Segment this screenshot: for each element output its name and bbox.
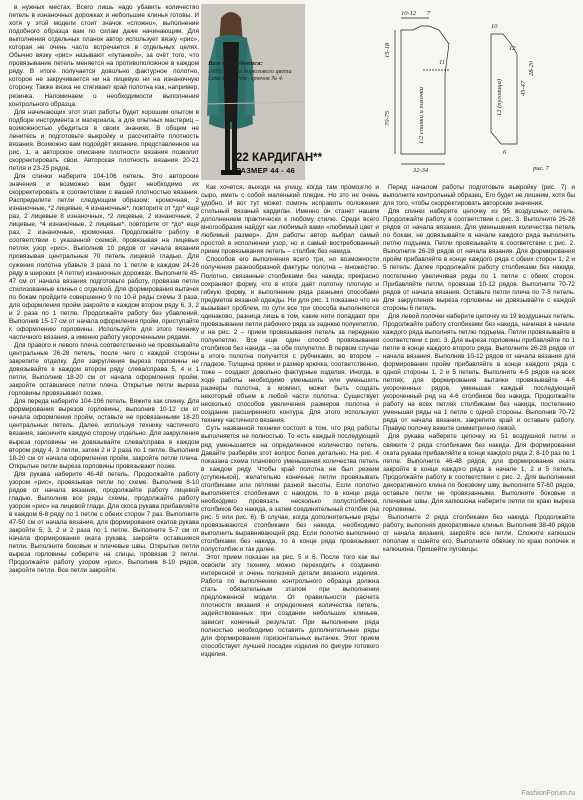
dim-label: 45-47 (520, 80, 527, 96)
dim-label: 70-75 (384, 110, 391, 126)
figure-caption: рис. 7 (533, 165, 549, 172)
materials-heading: Вам потребуется: (208, 60, 263, 67)
dim-label: 28-20 (528, 60, 535, 76)
materials-note (208, 60, 298, 83)
dim-label: 10-12 (401, 10, 417, 17)
paragraph: Способов его выполнения всего три, но возможности получения разнообразной фактуры полотна – множество. Полотно, связанные столбиками без накида, прекрасно сохраняют форму, что в итоге даёт полотну плотную и гибкую форму, и выполнение ряда разными способами предметов вязаной одежды. Ни для рис. 1 показано что не вызывает проблем, по сути все три способа выполняются одинаково, разница лишь в том, какие нити попадают при провязывании петли рабочего ряда за заднюю полуепетлю, и на рис. 2 – прием провязывания петель за переднюю полуепетлю. Все еще один способ провязывания столбиков без накида – за обе полупетли. В первом случае в итоге полотна получится с рубчиками, во втором – гладкое. Толщина пряжи и размер крючка, соответственно, тоже – создают довольно фактурные изделия. Иногда, в ходе работы необходимо уменьшить или уменьшить размеры полотна, в момент, может быть создать некоторый объем в любой части полотна. Существует несколько способов увеличения размеров полотна и создание расширенного контура. Для этого используют технику частичного вязания. (201, 256, 379, 425)
paragraph: в нужных местах. Всего лишь надо убавить количество петель в изнаночных дорожках и небольшие клинья готовы. И хотя у этой модели стоит значок «сложно», выполнение подобного образца вам по силам даже начинающим. Для выполнения отдельных планок автор использует вязку «рис», которая не очень часто встречается в отдельных целях. Обычно вязку «рис» называют «путанкой», за счёт того, что провязывание петель меняется на противоположное в каждом ряду. В итоге получается довольно фактурное полотно, которое не закручивается ни на лицевую ни на изнаночную сторону. Также вязка не стягивает край полотна как, например, резинка. Напоминаем о необходимости выполнения контрольного образца. (9, 4, 199, 108)
dim-label: 6 (503, 149, 507, 156)
dim-label: 12 (509, 45, 516, 52)
paragraph: Для правого и левого плеча соответственно не провязывайте центральные 26-28 петель, после чего с каждой стороны закрепите отделку. Для закругления выреза горловины не довязывайте в каждом втором ряду слева/справа 5, 4 и 1 петли. Выполнив 18-20 см от начала оформления пройм, закройте оставшиеся петли плеча. Открытые петли выреза горловины провязывают позже. (9, 341, 199, 398)
paragraph: Для спинки наберите цепочку из 95 воздушных петель. Продолжайте работу в соответствии с рис. 3. Выполните 26-28 рядов от начала вязания. Для уменьшения количества петель по бокам, не довязывайте в начале каждого ряда выполнять петлю подъема. Петли провязывайте в соответствии с рис. 2. Выполните 26-28 рядов от начала вязания. Для формирования пройм прибавляйте в конце каждого ряда с обеих сторон 1, 2 и 5 петель. Далее продолжайте работу столбиками без накида, постепенно увеличивая ряды по 1 петле с обеих сторон. Прибавляйте петли, провязав 10-12 рядов. Выполните 70-72 рядов от начала вязания. Оставьте петли плеча по 7-8 петель. Для закругления выреза горловины не довязывайте с каждой стороны 6 петель. (383, 208, 575, 312)
paragraph: Для спинки наберите 104-106 петель. Это авторские значения и возможно вам будет необходимо их скорректировать в соответствии с вашей плотностью вязания. Распределите петли следующим образом: кромочная, 2 изнаночные, *2 лицевые, 4 изнаночные*, повторите от *до* еще раз, 2 лицевые 8 изнаночных, *2 лицевые, 2 изнаночные, 2 лицевые, *4 изнаночные, 2 лицевые*, повторите от *до* еще раз, 2 изнаночные, кромочная. Продолжайте работу в соответствии с указанной схемой, провязывая на лицевых петлях узор «рис». Выполнив 10 рядов от начала вязания провязывая центральные 70 петель лицевой гладью. Для сужения полотна убавьте 3 раза по 1 петле в каждом 24-26 ряду в широких (4 петли) изнаночных дорожках. Выполните 45-47 см от начала вязания подготовьте работу, провязав петли стилизованные клинья с отделкой. Для формирования вытачек по бокам пройдите совершенно 9 по 10-й ряды схемы 3 раза, для оформления пройм закройте в каждом втором ряду 6, 3, 2 и 2 раза по 1 петле. Продолжайте работу без убавлений. Выполнив 15-17 см от начала оформления пройм, приступайте к оформлению горловины. Используйте для этого технику частичного вязания, а именно работу укороченными рядами. (9, 172, 199, 341)
paragraph: Перед началом работы подготовьте выкройку (рис. 7) и выполните контрольный образец. Его будет не лишним, хотя бы для того, чтобы скорректировать авторские значения. (383, 184, 575, 208)
site-watermark: FashionForum.ru (521, 790, 575, 797)
materials-text: 1000г пряжи бирюзового цвета Lana Gold Fine, крючок № 4. (208, 67, 292, 83)
paragraph: Как хочется, выходя на улицу, когда там промозгло и сыро, иметь с собой маленький пледик. Но это не очень удобно. И вот тут может помочь исправить положение стильный вязаный кардиган. Именно он станет нашим дополнением практически к любому стилю. Среди всего многообразия найдут как любимый вами «любимый цвет и любимый размер». Для работы автор выбрал самый простой в исполнении узор, но и самый востребованный прием провязывания петель – столбик без накида. (201, 184, 379, 256)
back-shape (401, 26, 449, 154)
paragraph: Суть названной техники состоит в том, что ряд работы выполняется не полностью. То есть каждый последующий ряд уменьшается на определенное количество петель. Давайте разберём этот вопрос более детально. На рис. 4 показана схема планового уменьшения количества петель в каждом ряду. Чтобы край полотна не был резким (ступенькой), желательно конечные петли провязывать столбиками или петлями разной высоты. Если полотно выполняется столбиками с накидом, то в конце ряда необходимо провязать несколько полустолбиков, столбиков без накида, а затем соединительный столбик (на рис. 5 или рис. 6). В случае, когда дополнительные ряды провязываются столбиками без накида, необходимо выполнить выравнивающий ряд. Если полотно выполнено столбиками без накида, то в конце ряда провязывают полустолбик и так далее. (201, 425, 379, 554)
paragraph: Для начинающих этот этап работы будет хорошим опытом в подборе инструмента и материала, а для опытных мастериц – возможностью убедиться в своих знаниях. В общем не ленитесь и подготовьте выкройку и рассчитайте плотность вязания. Возможно вам подойдёт вязание, представленное на рис. 1, а авторское описание плотности вязания позволит скорректировать свои. Авторская плотность вязания 20-21 петля и 23-25 рядов. (9, 108, 199, 172)
dim-label: 32-34 (413, 167, 429, 174)
dim-label: 15-18 (384, 42, 391, 58)
paragraph: Этот прием показан на рис. 5 и 6. После того как вы освоили эту технику, можно переходить к созданию интересной и очень полезной детали вязаного изделия. Работа по выполнению контрольного образца должна стать обязательным этапом при выполнении предложенной модели. От правильности расчета плотности вязания и определения количества петель, задействованных при создании небольших клиньев, зависит конечный результат. При выполнении ряда полностью необходимо оставить дополнительные ряды для формирования горизонтальных вытачек. Этот прием способствует лучшей посадке изделия по фигуре готового изделия. (201, 554, 379, 658)
dim-label: 12 (пуговица) (496, 78, 503, 116)
model-size: РАЗМЕР 44 - 46 (236, 166, 295, 175)
text-column-3 (383, 184, 575, 790)
model-title: 22 КАРДИГАН** (236, 152, 323, 164)
dim-label: 1/2 спинки и полочки (418, 86, 425, 144)
text-column-2 (201, 184, 379, 790)
paragraph: Для переда наберите 104-106 петель. Вяжите как спинку. Для формирования вырезов горловины, выполнив 10-12 см от начала оформления пройм, оставьте не провязанными 18-20 центральных петель. Далее, используя технику частичного вязания, закончите каждую сторону отдельно. Для закругления выреза горловины не довязывайте слева/справа в каждом втором ряду 4, 3 петли, затем 2 и 2 раза по 1 петле. Выполнив 18-20 см от начала оформления пройм, закройте петли плеча. Открытые петли выреза горловины провязывают позже. (9, 398, 199, 470)
paragraph: Для левой полочки наберите цепочку из 19 воздушных петель. Продолжайте работу столбиками без накида, начиная в начале каждого ряда выполнять петлю подъема. Петли провязывайте в соответствии с рис. 3. Для выреза горловины прибавляйте по 1 петле в конце каждого второго ряда. Выполните 26-28 рядов от начала вязания. Выполнив 10-12 рядов от начала вязания для формирования пройм прибавляйте в конце каждого ряда с одной стороны 1, 2 и 5 петель. Выполните 4-5 рядов на всех петлях, для формирования вытачки провязывайте 4-6 укороченных рядов, уменьшая каждый последующий укороченный ряд на 4-6 столбиков без накида. Продолжайте работу на всех петлях столбиками без накида, постепенно уменьшая ряды на 1 петле с одной стороны. Выполнив 70-72 ряда от начала вязания, закрепите край и оставьте работу. Правую полочку вяжите симметрично левой. (383, 312, 575, 433)
pattern-diagram (383, 4, 575, 180)
paragraph: Выполните 2 ряда столбиками без накида. Продолжайте работу, выполняя декоративные клинья. Выполнив 38-40 рядов от начала вязания, закройте все петли. Сложите капюшон пополам и сшейте его. Выполните обвязку по краю полочек и капюшона. Пришейте пуговицы. (383, 513, 575, 554)
dim-label: 10 (491, 23, 498, 30)
dim-label: 7 (427, 10, 431, 17)
dim-label: 11 (439, 59, 446, 66)
paragraph: Для рукава наберите цепочку из 51 воздушной петли и свяжите 2 ряда столбиками без накида. Для формирования оката рукава прибавляйте в конце каждого ряда 2, 8-10 раз по 1 петле. Выполните 46-48 рядов, для формирования оката закройте в конце каждого ряда в начале 1, 2 и 5 петель. Продолжайте работу в соответствии с рис. 2. Для выполнения декоративного клина по боковому шву, выполните 57-60 рядов, оставьте петли не провязанными. Выполните боковые и плечевые швы. Для капюшона наберите петли по краю выреза горловины. (383, 433, 575, 513)
text-column-1 (9, 4, 199, 790)
paragraph: Для рукава наберите 46-48 петель. Продолжайте работу узором «рис», провязывая петли по схеме. Выполнив 8-10 рядов от начала вязания, продолжайте работу лицевой гладью. Выполнив все ряды схемы, продолжайте работу узором «рис» на лицевой глади. Для скоса рукава прибавляйте в каждом 6-8 ряду по 1 петле с обеих сторон 7 раз. Выполните 47-50 см от начала вязания, для формирования окатов рукава закройте 5, 3, 2 и 2 раза по 1 петле. Выполните 5-7 см от начала формирования оката рукава, закройте оставшиеся петли. Выполните боковые и плечевые швы. Открытые петли выреза горловины соберите на спицы, провязав 2 петли. Продолжайте работу узором «рис». Выполнив 8-10 рядов, закройте петли. Все петли закройте. (9, 470, 199, 575)
